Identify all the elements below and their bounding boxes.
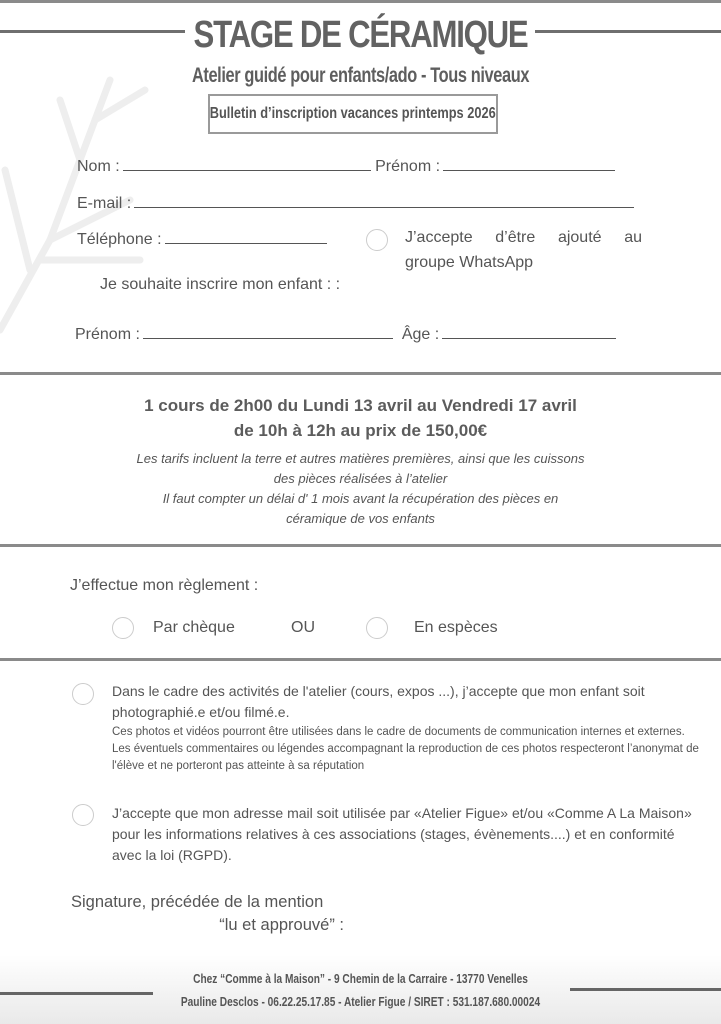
especes-radio[interactable] xyxy=(366,617,388,639)
child-row xyxy=(75,324,616,344)
bulletin-label: Bulletin d’inscription vacances printemps 2026 xyxy=(210,105,496,122)
footer-rule-right xyxy=(570,988,721,991)
inscrire-label: Je souhaite inscrire mon enfant : : xyxy=(100,276,341,293)
age-label: Âge : xyxy=(401,326,440,343)
bulletin-box xyxy=(208,94,498,134)
prenom-field[interactable] xyxy=(443,156,615,171)
whatsapp-checkbox[interactable] xyxy=(366,229,388,251)
course-note-1: Les tarifs incluent la terre et autres matières premières, ainsi que les cuissons xyxy=(136,451,585,466)
prenom-label: Prénom : xyxy=(375,158,441,175)
child-prenom-field[interactable] xyxy=(143,324,393,339)
photo-consent-detail: Ces photos et vidéos pourront être utilisées dans le cadre de documents de communication internes et externes. Les éventuels commentaires ou légendes accompagnant la reproduction de ces photos respecteront l’anonymat de l'élève et ne porteront pas atteinte à sa réputation xyxy=(112,726,699,772)
payment-label: J’effectue mon règlement : xyxy=(70,577,259,594)
section-divider xyxy=(0,372,721,375)
footer-contact: Pauline Desclos - 06.22.25.17.85 - Atelier Figue / SIRET : 531.187.680.00024 xyxy=(180,994,541,1009)
nom-prenom-row xyxy=(77,156,615,176)
or-label: OU xyxy=(291,619,315,636)
photo-consent-text: Dans le cadre des activités de l'atelier (cours, expos ...), j’accepte que mon enfant soit photographié.e et/ou filmé.e. xyxy=(112,683,645,720)
email-field[interactable] xyxy=(134,193,634,208)
section-divider xyxy=(0,544,721,547)
cheque-radio[interactable] xyxy=(112,617,134,639)
footer-address: Chez “Comme à la Maison” - 9 Chemin de la Carraire - 13770 Venelles xyxy=(193,971,528,986)
signature-label: Signature, précédée de la mention xyxy=(71,893,324,911)
nom-field[interactable] xyxy=(123,156,371,171)
cheque-label: Par chèque xyxy=(153,619,235,636)
child-prenom-label: Prénom : xyxy=(75,326,140,343)
course-price: de 10h à 12h au prix de 150,00€ xyxy=(233,421,488,440)
email-row xyxy=(77,193,634,213)
course-note-3: Il faut compter un délai d' 1 mois avant la récupération des pièces en xyxy=(162,491,559,506)
email-label: E-mail : xyxy=(77,195,132,212)
page-title: STAGE DE CÉRAMIQUE xyxy=(193,14,528,56)
course-dates: 1 cours de 2h00 du Lundi 13 avril au Vendredi 17 avril xyxy=(144,396,577,415)
whatsapp-consent-line2: groupe WhatsApp xyxy=(405,254,534,271)
age-field[interactable] xyxy=(442,324,616,339)
course-note-2: des pièces réalisées à l’atelier xyxy=(273,471,448,486)
email-consent-text: J’accepte que mon adresse mail soit utilisée par «Atelier Figue» et/ou «Comme A La Maison» pour les informations relatives à ces associations (stages, évènements....) et en conformité avec la loi (RGPD). xyxy=(112,805,692,863)
telephone-label: Téléphone : xyxy=(77,231,162,248)
telephone-row xyxy=(77,229,327,249)
especes-label: En espèces xyxy=(414,619,498,636)
email-consent-checkbox[interactable] xyxy=(72,804,94,826)
page-subtitle: Atelier guidé pour enfants/ado - Tous niveaux xyxy=(191,64,530,87)
section-divider xyxy=(0,658,721,661)
whatsapp-consent-line1: J’accepte d’être ajouté au xyxy=(405,229,642,246)
course-note-4: céramique de vos enfants xyxy=(286,511,435,526)
photo-consent-checkbox[interactable] xyxy=(72,683,94,705)
nom-label: Nom : xyxy=(77,158,120,175)
top-border xyxy=(0,0,721,3)
telephone-field[interactable] xyxy=(165,229,327,244)
signature-mention: “lu et approuvé” : xyxy=(219,916,344,934)
